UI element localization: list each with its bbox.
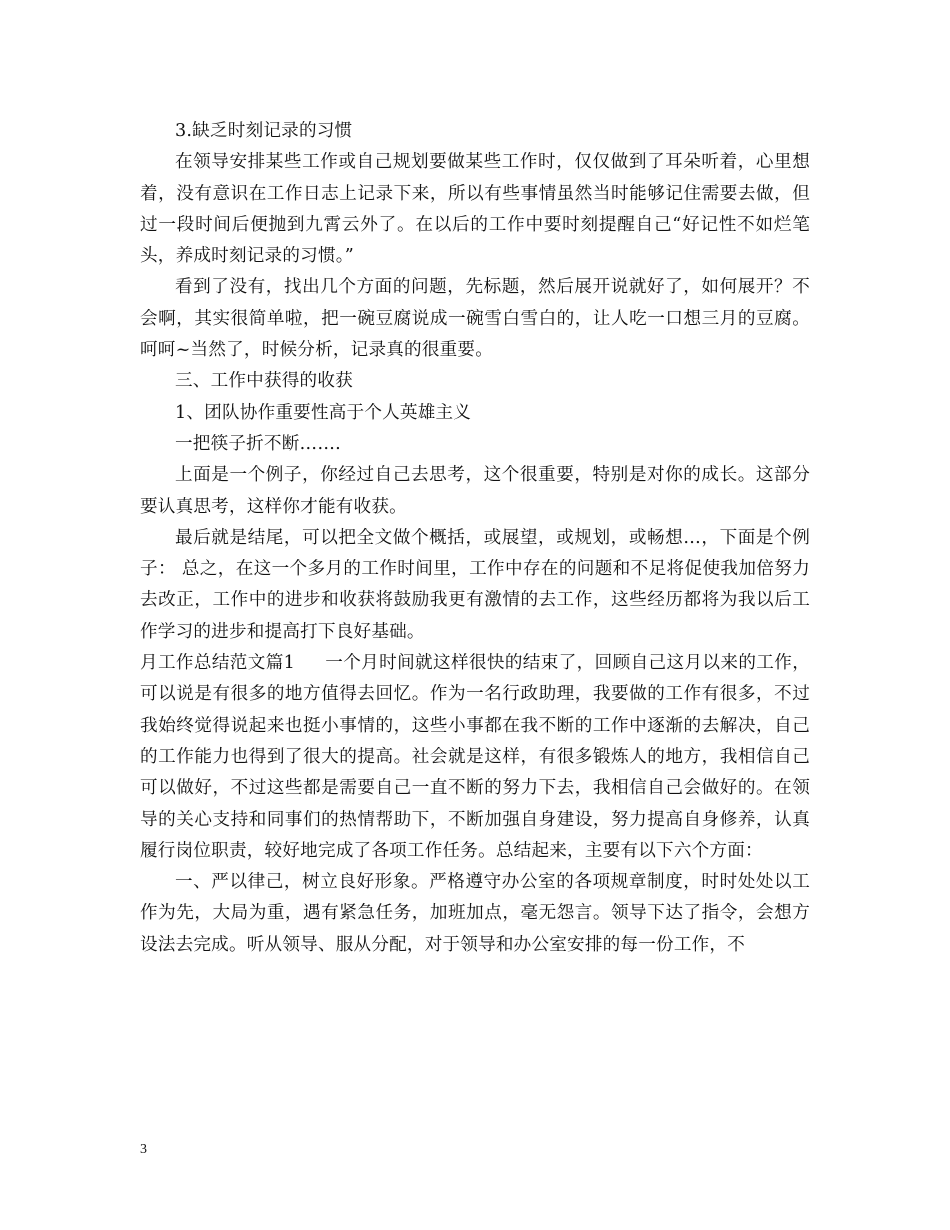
article-title-paragraph xyxy=(140,648,810,867)
paragraph-heading-3: 3.缺乏时刻记录的习惯 xyxy=(175,121,353,141)
section-heading: 三、工作中获得的收获 xyxy=(175,371,353,392)
article-intro: 一个月时间就这样很快的结束了，回顾自己这月以来的工作，可以说是有很多的地方值得去回忆。作为一名行政助理，我要做的工作有很多，不过我始终觉得说起来也挺小事情的，这些小事都在我不断的工作中逐渐的去解决，自己的工作能力也得到了很大的提高。社会就是这样，有很多锻炼人的地方，我相信自己可以做好，不过这些都是需要自己一直不断的努力下去，我相信自己会做好的。在领导的关心支持和同事们的热情帮助下，不断加强自身建设，努力提高自身修养，认真履行岗位职责，较好地完成了各项工作任务。总结起来，主要有以下六个方面： xyxy=(140,653,810,861)
paragraph: 一把筷子折不断……. xyxy=(175,433,341,454)
article-title: 月工作总结范文篇1 xyxy=(140,653,296,674)
paragraph: 在领导安排某些工作或自己规划要做某些工作时，仅仅做到了耳朵听着，心里想着，没有意识在工作日志上记录下来，所以有些事情虽然当时能够记住需要去做，但过一段时间后便抛到九霄云外了。在以后的工作中要时刻提醒自己“好记性不如烂笔头，养成时刻记录的习惯。” xyxy=(140,152,810,267)
subsection-heading: 1、团队协作重要性高于个人英雄主义 xyxy=(175,402,472,423)
page-number: 3 xyxy=(140,1142,147,1157)
paragraph: 上面是一个例子，你经过自己去思考，这个很重要，特别是对你的成长。这部分要认真思考，这样你才能有收获。 xyxy=(140,465,810,517)
paragraph: 看到了没有，找出几个方面的问题，先标题，然后展开说就好了，如何展开？不会啊，其实很简单啦，把一碗豆腐说成一碗雪白雪白的，让人吃一口想三月的豆腐。呵呵~当然了，时候分析，记录真的很重要。 xyxy=(140,277,810,361)
paragraph: 一、严以律己，树立良好形象。严格遵守办公室的各项规章制度，时时处处以工作为先，大局为重，遇有紧急任务，加班加点，毫无怨言。领导下达了指令，会想方设法去完成。听从领导、服从分配，对于领导和办公室安排的每一份工作，不 xyxy=(140,872,810,955)
document-body xyxy=(140,116,810,961)
paragraph: 最后就是结尾，可以把全文做个概括，或展望，或规划，或畅想…，下面是个例子： 总之，在这一个多月的工作时间里，工作中存在的问题和不足将促使我加倍努力去改正，工作中的进步和收获将鼓励我更有激情的去工作，这些经历都将为我以后工作学习的进步和提高打下良好基础。 xyxy=(140,527,810,642)
